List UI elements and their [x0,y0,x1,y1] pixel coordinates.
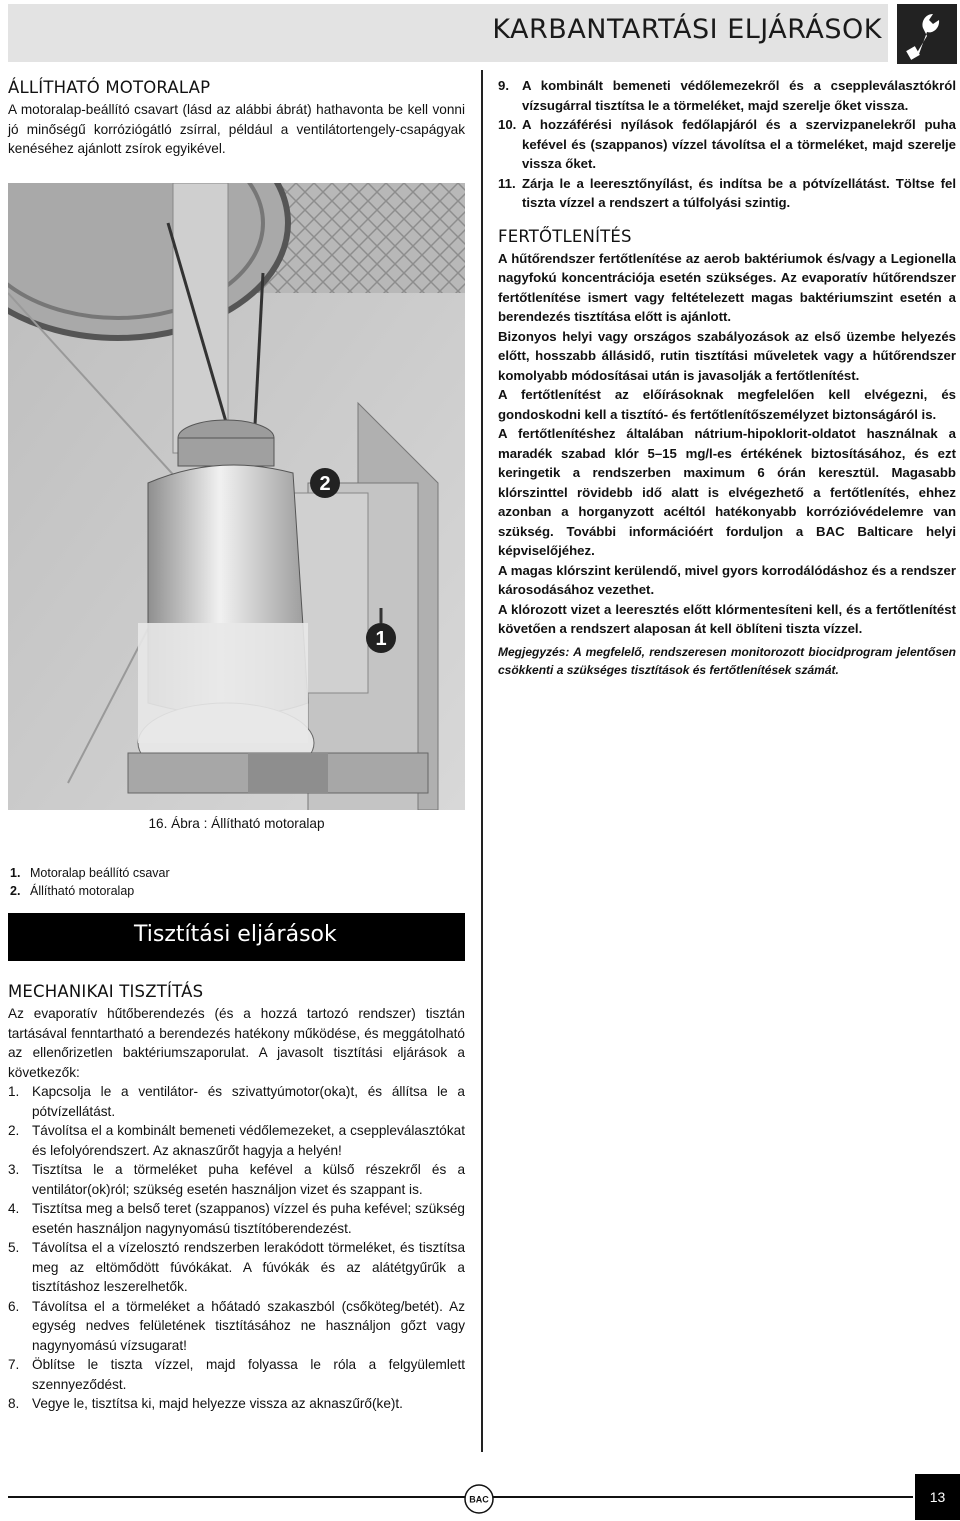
disinfection-paragraph: A magas klórszint kerülendő, mivel gyors korrodálódáshoz és a rendszer károsodásához vezethet. [498,562,956,597]
cleaning-banner [8,913,465,961]
bac-logo-icon [464,1484,494,1514]
motor-heading: ÁLLÍTHATÓ MOTORALAP [8,78,211,97]
continued-steps [498,76,956,213]
disinfection-paragraph: A klórozott vizet a leeresztés előtt klórmentesíteni kell, és a fertőtlenítést követően a rendszert alaposan át kell öblíteni tiszta vízzel. [498,601,956,636]
right-column [498,76,956,679]
list-item: 4. Tisztítsa meg a belső teret (szappanos) vízzel és puha kefével; szükség esetén használjon nagynyomású tisztítóberendezést. [8,1201,465,1236]
motor-text: A motoralap-beállító csavart (lásd az alábbi ábrát) hathavonta be kell vonni jó minőségű korróziógátló zsírral, például a ventilátortengely-csapágyak kenéséhez ajánlott zsírok egyikével. [8,102,465,156]
legend-item: 2. Állítható motoralap [10,884,135,898]
disinfection-paragraph: A fertőtlenítéshez általában nátrium-hipoklorit-oldatot használnak a maradék szabad klór 5–15 mg/l-es értékének biztosításához, és ezt keringetik a rendszerben maximum 6 órán keresztül. Magasabb klórszinttel rövidebb idő alatt is elvégezhető a fertőtlenítés, ehhez azonban a horganyzott acéltól hatékonyabb korrózióvédelemre van szükség. További információért forduljon a BAC Balticare helyi képviselőjéhez. [498,426,956,558]
motor-base-photo [8,183,465,810]
list-item: 5. Távolítsa el a vízelosztó rendszerben lerakódott törmeléket, és tisztítsa meg az eltömődött fúvókákat. A fúvókák és az alátétgyűrűk a tisztításhoz leszerelhetők. [8,1240,465,1294]
list-item: 9. A kombinált bemeneti védőlemezekről és a cseppleválasztókról vízsugárral tisztítsa le a törmeléket, majd szerelje őket vissza. [498,78,956,113]
banner-title: Tisztítási eljárások [134,922,337,947]
mechanical-heading: MECHANIKAI TISZTÍTÁS [8,982,204,1001]
figure-legend [10,864,170,900]
wrench-hand-icon [897,4,957,64]
motor-section [8,78,465,159]
list-item: 10. A hozzáférési nyílások fedőlapjáról és a szervizpanelekről puha kefével és (szappanos) vízzel távolítsa el a törmeléket, majd szerelje vissza őket. [498,117,956,171]
disinfection-heading: FERTŐTLENÍTÉS [498,226,632,246]
list-item: 8. Vegye le, tisztítsa ki, majd helyezze vissza az aknaszűrő(ke)t. [8,1396,403,1411]
list-item: 3. Tisztítsa le a törmeléket puha kefével a külső részekről és a ventilátor(ok)ról; szükség esetén használjon vizet és szappant is. [8,1162,465,1197]
legend-item: 1. Motoralap beállító csavar [10,866,170,880]
page-section-title: KARBANTARTÁSI ELJÁRÁSOK [492,14,882,45]
figure-caption: 16. Ábra : Állítható motoralap [148,816,325,831]
disinfection-note: Megjegyzés: A megfelelő, rendszeresen monitorozott biocidprogram jelentősen csökkenti a szükséges tisztítások és fertőtlenítések számát. [498,644,956,677]
list-item: 1. Kapcsolja le a ventilátor- és szivattyúmotor(oka)t, és állítsa le a pótvízellátást. [8,1084,465,1119]
list-item: 7. Öblítse le tiszta vízzel, majd folyassa le róla a felgyülemlett szennyeződést. [8,1357,465,1392]
column-divider [481,70,483,1452]
disinfection-paragraph: Bizonyos helyi vagy országos szabályozások az első üzembe helyezés előtt, hosszabb állásidő, rutin tisztítási műveletek vagy a hűtőrendszer komolyabb módosításai után is javasolják a fertőtlenítést. [498,328,956,383]
list-item: 2. Távolítsa el a kombinált bemeneti védőlemezeket, a cseppleválasztókat és lefolyórendszert. Az aknaszűrőt hagyja a helyén! [8,1123,465,1158]
footer-rule [8,1496,913,1498]
mechanical-intro: Az evaporatív hűtőberendezés (és a hozzá tartozó rendszer) tisztán tartásával fenntartható a berendezés hatékony működése, és meggátolható az ellenőrizetlen baktériumszaporulat. A javasolt tisztítási eljárások a következők: [8,1006,465,1080]
list-item: 6. Távolítsa el a törmeléket a hőátadó szakaszból (csőköteg/betét). Az egység nedves felületének tisztításához ne használjon gőzt vagy nagynyomású vízsugarat! [8,1298,465,1353]
logo-text: BAC [469,1494,489,1505]
disinfection-paragraph: A hűtőrendszer fertőtlenítése az aerob baktériumok és/vagy a Legionella nagyfokú koncentrációja esetén szükséges. Az evaporatív hűtőrendszer fertőtlenítése ismert vagy feltételezett magas baktériumszint esetén a berendezés tisztítása előtt is ajánlott. [498,250,956,324]
disinfection-paragraph: A fertőtlenítést az előírásoknak megfelelően kell elvégezni, és gondoskodni kell a tisztító- és fertőtlenítőszemélyzet biztonságáról is. [498,387,956,422]
list-item: 11. Zárja le a leeresztőnyílást, és indítsa be a pótvízellátást. Töltse fel tiszta vízzel a rendszert a túlfolyási szintig. [498,175,956,210]
mechanical-steps [8,1082,465,1414]
marker-2-label: 2 [319,473,331,495]
page-number: 13 [915,1474,960,1520]
marker-1-label: 1 [375,628,387,650]
mechanical-section [8,982,465,1414]
